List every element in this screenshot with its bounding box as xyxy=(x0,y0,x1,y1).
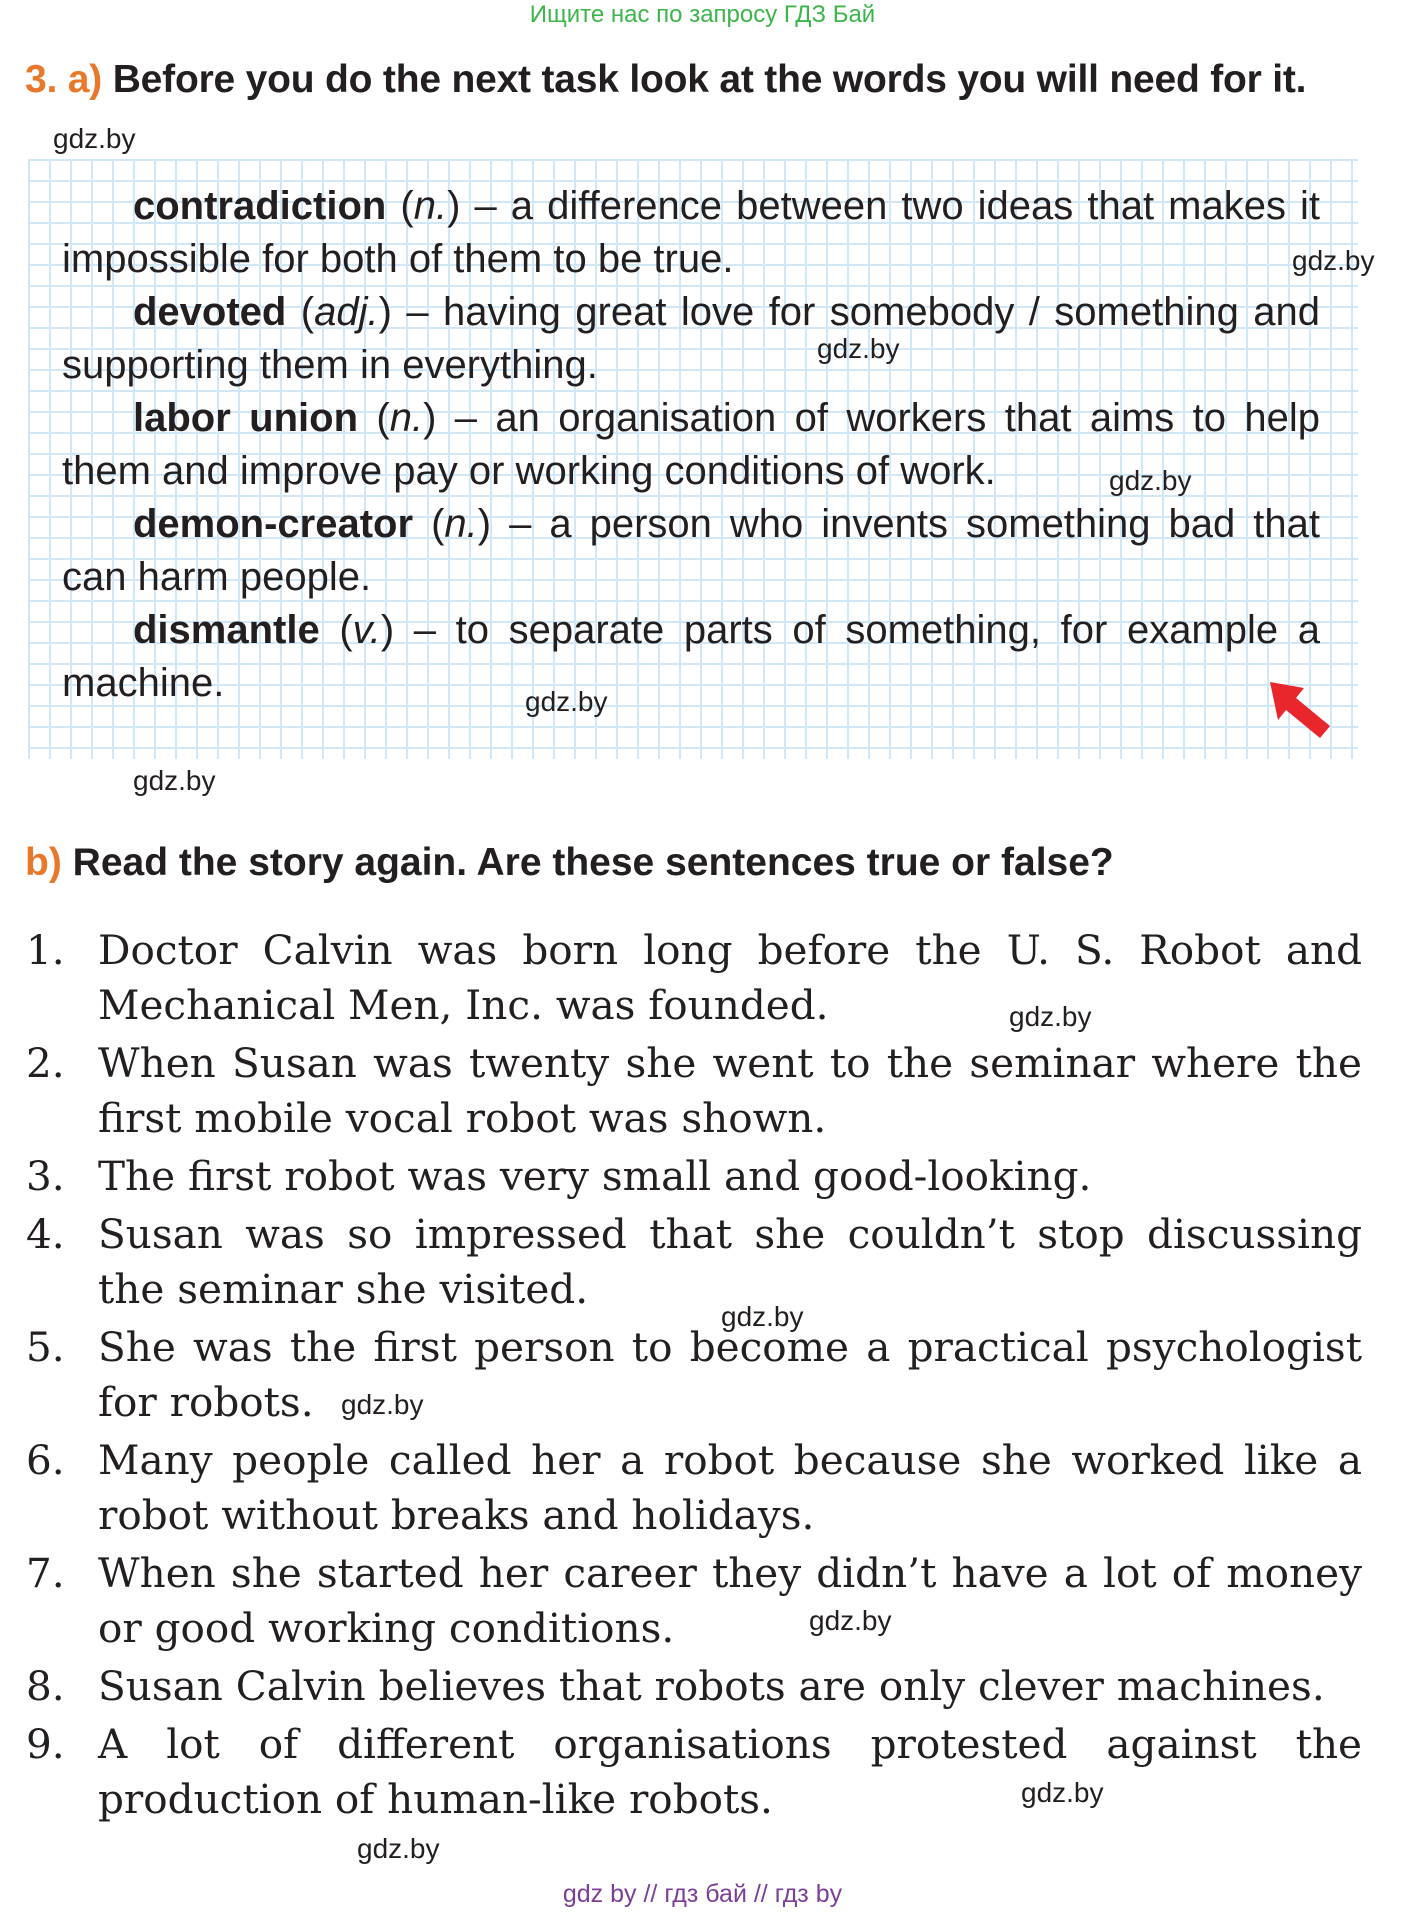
watermark: gdz.by xyxy=(357,1833,440,1864)
watermark: gdz.by xyxy=(525,686,608,717)
task-letter-a: a) xyxy=(67,58,103,101)
red-arrow-icon xyxy=(1268,680,1336,742)
list-item xyxy=(26,1546,1362,1656)
true-false-list xyxy=(26,923,1362,1827)
list-item xyxy=(26,1659,1362,1714)
item-text: Susan Calvin believes that robots are only clever machines. xyxy=(98,1662,1325,1710)
definition-item: labor union (n.) – an organisation of workers that aims to help them and improve pay or working conditions of work. xyxy=(62,396,1321,493)
definition-term: dismantle xyxy=(133,608,320,652)
definition-pos: n. xyxy=(389,396,424,440)
item-number: 4. xyxy=(26,1210,65,1258)
definition-pos: n. xyxy=(444,502,478,546)
list-item xyxy=(26,1717,1362,1827)
definition-text: a person who invents something bad that can harm people. xyxy=(62,502,1321,599)
item-number: 7. xyxy=(26,1549,65,1597)
item-number: 8. xyxy=(26,1662,65,1710)
list-item xyxy=(26,923,1362,1033)
watermark: gdz.by xyxy=(1292,245,1375,276)
item-text: A lot of different organisations protested against the production of human-like robots. xyxy=(98,1720,1362,1823)
watermark: gdz.by xyxy=(133,765,216,796)
task-a-instruction: Before you do the next task look at the words you will need for it. xyxy=(112,58,1307,101)
list-item xyxy=(26,1320,1362,1430)
definition-item: contradiction (n.) – a difference between two ideas that makes it impossible for both of them to be true. xyxy=(62,184,1321,281)
list-item xyxy=(26,1036,1362,1146)
definition-text: an organisation of workers that aims to help them and improve pay or working conditions of work. xyxy=(62,396,1321,493)
task-number: 3. xyxy=(25,58,58,101)
item-number: 9. xyxy=(26,1720,65,1768)
item-number: 5. xyxy=(26,1323,65,1371)
definition-term: labor union xyxy=(133,396,359,440)
definition-term: demon-creator xyxy=(133,502,414,546)
definition-text: to separate parts of something, for example a machine. xyxy=(62,608,1320,705)
task-letter-b: b) xyxy=(25,841,62,884)
top-banner: Ищите нас по запросу ГДЗ Бай xyxy=(529,1,876,28)
watermark: gdz.by xyxy=(1021,1777,1104,1808)
definition-item: dismantle (v.) – to separate parts of something, for example a machine. xyxy=(62,608,1320,705)
watermark: gdz.by xyxy=(1009,1001,1092,1032)
definition-term: devoted xyxy=(133,290,287,334)
watermark: gdz.by xyxy=(341,1389,424,1420)
watermark: gdz.by xyxy=(721,1301,804,1332)
watermark: gdz.by xyxy=(53,123,136,154)
definition-item: demon-creator (n.) – a person who invents something bad that can harm people. xyxy=(62,502,1321,599)
item-text: Susan was so impressed that she couldn’t stop discussing the seminar she visited. xyxy=(98,1210,1362,1313)
list-item xyxy=(26,1207,1362,1317)
item-number: 6. xyxy=(26,1436,65,1484)
footer-watermark: gdz by // гдз бай // гдз by xyxy=(562,1880,843,1908)
item-text: The first robot was very small and good-looking. xyxy=(98,1152,1092,1200)
definition-pos: v. xyxy=(352,608,381,652)
item-text: When she started her career they didn’t have a lot of money or good working conditions. xyxy=(98,1549,1362,1652)
task-3a-heading xyxy=(25,54,1385,106)
item-number: 3. xyxy=(26,1152,65,1200)
definition-pos: n. xyxy=(413,184,448,228)
item-number: 2. xyxy=(26,1039,65,1087)
watermark: gdz.by xyxy=(1109,465,1192,496)
watermark: gdz.by xyxy=(817,333,900,364)
watermark: gdz.by xyxy=(809,1605,892,1636)
item-number: 1. xyxy=(26,926,65,974)
item-text: She was the first person to become a practical psychologist for robots. xyxy=(98,1323,1362,1426)
task-b-instruction: Read the story again. Are these sentences true or false? xyxy=(72,841,1114,884)
item-text: Many people called her a robot because she worked like a robot without breaks and holidays. xyxy=(98,1436,1362,1539)
definition-text: having great love for somebody / something and supporting them in everything. xyxy=(62,290,1320,387)
item-text: When Susan was twenty she went to the seminar where the first mobile vocal robot was shown. xyxy=(98,1039,1362,1142)
task-b-heading xyxy=(25,838,1114,888)
list-item xyxy=(26,1149,1362,1204)
vocabulary-definitions xyxy=(62,180,1320,710)
definition-pos: adj. xyxy=(314,290,379,334)
definition-item: devoted (adj.) – having great love for somebody / something and supporting them in everything. xyxy=(62,290,1320,387)
definition-term: contradiction xyxy=(133,184,387,228)
list-item xyxy=(26,1433,1362,1543)
item-text: Doctor Calvin was born long before the U. S. Robot and Mechanical Men, Inc. was founded. xyxy=(98,926,1362,1029)
definition-text: a difference between two ideas that makes it impossible for both of them to be true. xyxy=(62,184,1321,281)
